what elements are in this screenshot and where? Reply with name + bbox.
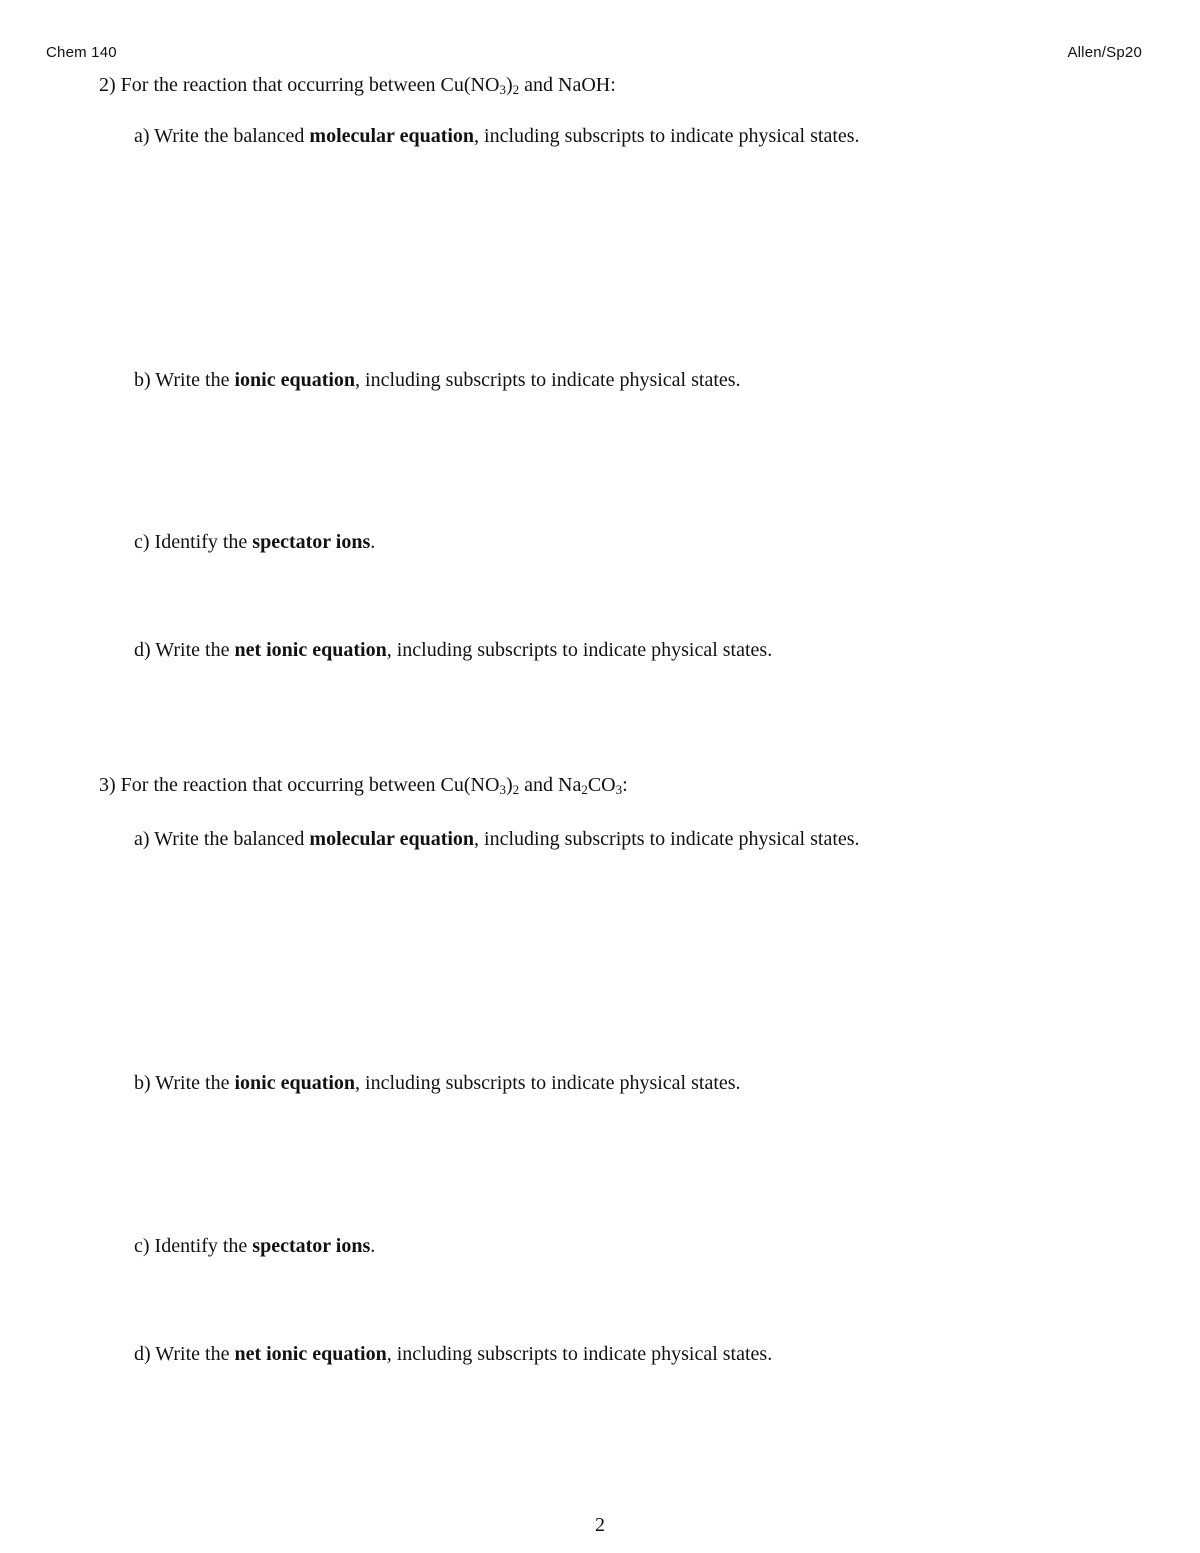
part-keyword: net ionic equation xyxy=(234,1343,387,1365)
question-3-part-d: d) Write the net ionic equation, including subscripts to indicate physical states. xyxy=(134,1343,773,1365)
question-3-part-a: a) Write the balanced molecular equation, including subscripts to indicate physical states. xyxy=(134,828,860,850)
question-number: 2) xyxy=(99,74,116,96)
question-intro: For the reaction that occurring between xyxy=(120,74,436,96)
question-2-part-b: b) Write the ionic equation, including subscripts to indicate physical states. xyxy=(134,369,741,391)
question-3-part-b: b) Write the ionic equation, including subscripts to indicate physical states. xyxy=(134,1072,741,1094)
question-intro: For the reaction that occurring between xyxy=(120,774,436,796)
reactant-1: $Cu(NO_3)_2$ xyxy=(440,774,520,797)
question-2-part-a: a) Write the balanced molecular equation, including subscripts to indicate physical states. xyxy=(134,125,860,147)
reactant-2: $Na_2CO_3$ xyxy=(558,774,623,797)
part-keyword: spectator ions xyxy=(252,1235,371,1257)
reactant-2: NaOH xyxy=(558,74,611,96)
part-keyword: molecular equation xyxy=(309,828,475,850)
course-header: Chem 140 xyxy=(46,44,117,61)
part-keyword: net ionic equation xyxy=(234,639,387,661)
instructor-term-header: Allen/Sp20 xyxy=(1067,44,1142,61)
question-3-prompt: 3) For the reaction that occurring between $Cu(NO_3)_2$ and $Na_2CO_3$: xyxy=(99,774,628,797)
question-2-prompt: 2) For the reaction that occurring between $Cu(NO_3)_2$ and NaOH: xyxy=(99,74,616,97)
part-keyword: ionic equation xyxy=(234,369,356,391)
part-keyword: molecular equation xyxy=(309,125,475,147)
question-3-part-c: c) Identify the spectator ions. xyxy=(134,1235,376,1257)
connector: and xyxy=(524,774,553,796)
part-keyword: ionic equation xyxy=(234,1072,356,1094)
question-2-part-d: d) Write the net ionic equation, including subscripts to indicate physical states. xyxy=(134,639,773,661)
question-2-part-c: c) Identify the spectator ions. xyxy=(134,531,376,553)
question-number: 3) xyxy=(99,774,116,796)
reactant-1: $Cu(NO_3)_2$ xyxy=(440,74,520,97)
page-number: 2 xyxy=(595,1514,605,1536)
connector: and xyxy=(524,74,553,96)
part-keyword: spectator ions xyxy=(252,531,371,553)
